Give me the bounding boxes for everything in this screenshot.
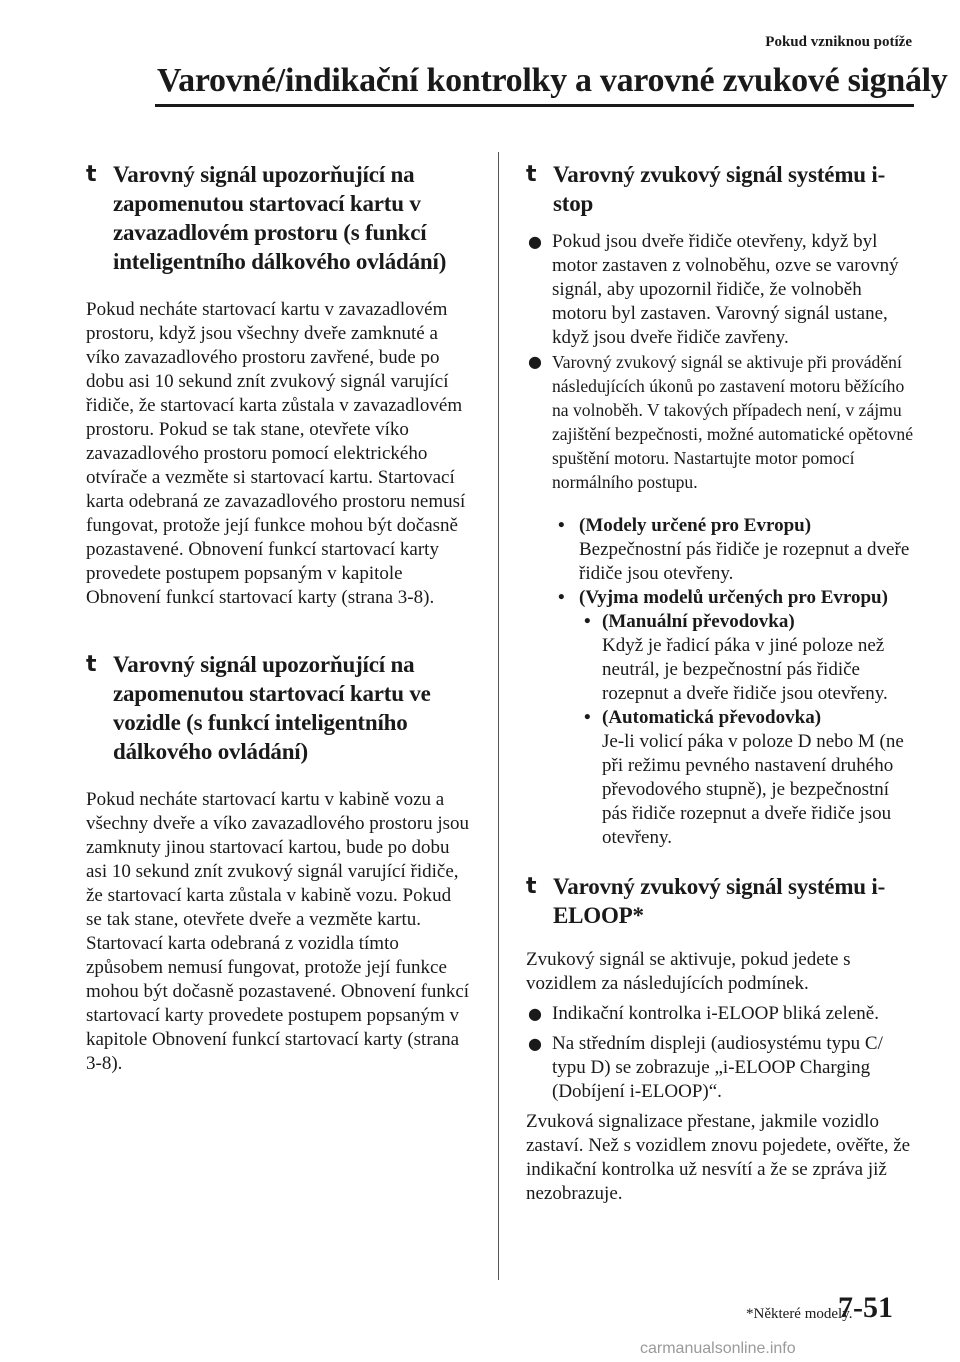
section-title-text: Varovný zvukový signál systému i-stop xyxy=(553,162,886,216)
header-section-label: Pokud vzniknou potíže xyxy=(765,34,912,50)
bullet-icon: ● xyxy=(528,1034,542,1053)
section-title-text: Varovný signál upozorňující na zapomenutou startovací kartu v zavazadlovém prostoru (s funkcí inteligentního dálkového ovládání) xyxy=(113,162,447,274)
condition-automatic xyxy=(578,706,916,850)
section-intro-ieloop: Zvukový signál se aktivuje, pokud jedete s vozidlem za následujících podmínek. xyxy=(526,949,851,994)
section-title-istop xyxy=(526,160,916,218)
list-item-text: Indikační kontrolka i-ELOOP bliká zeleně. xyxy=(552,1003,879,1024)
condition-heading: (Manuální převodovka) xyxy=(602,611,795,632)
list-item-text: Na středním displeji (audiosystému typu C/ typu D) se zobrazuje „i-ELOOP Charging (Dobíjení i-ELOOP)“. xyxy=(552,1033,883,1102)
header-divider xyxy=(155,104,914,107)
section-title-card-cabin xyxy=(86,650,471,766)
condition-europe xyxy=(552,514,916,586)
footnote: *Některé modely. xyxy=(746,1306,853,1322)
bullet-icon: ● xyxy=(528,352,542,371)
left-column xyxy=(86,160,471,1076)
page-title: Varovné/indikační kontrolky a varovné zvukové signály xyxy=(157,62,948,99)
list-item xyxy=(526,230,916,350)
sub-bullet-icon: • xyxy=(558,515,565,536)
bullet-icon: ● xyxy=(528,232,542,251)
page-number: 7-51 xyxy=(838,1291,893,1324)
condition-text: Bezpečnostní pás řidiče je rozepnut a dveře řidiče jsou otevřeny. xyxy=(579,539,910,584)
section-marker-icon: t xyxy=(86,162,97,187)
condition-text: Když je řadicí páka v jiné poloze než neutrál, je bezpečnostní pás řidiče rozepnut a dveře řidiče jsou otevřeny. xyxy=(602,635,888,704)
watermark: carmanualsonline.info xyxy=(640,1340,796,1357)
condition-heading: (Modely určené pro Evropu) xyxy=(579,515,812,536)
bullet-icon: ● xyxy=(528,1004,542,1023)
condition-non-europe xyxy=(552,586,916,610)
section-body-card-cabin: Pokud necháte startovací kartu v kabině vozu a všechny dveře a víko zavazadlového prostoru jsou zamknuty jinou startovací kartou, bude po dobu asi 10 sekund znít zvukový signál varující řidiče, že startovací karta zůstala v kabině vozu. Pokud se tak stane, otevřete dveře a vezměte kartu. Startovací karta odebraná z vozidla tímto způsobem nemusí fungovat, protože její funkce mohou být dočasně pozastavené. Obnovení funkcí startovací karty provedete postupem popsaným v kapitole Obnovení funkcí startovací karty (strana 3-8). xyxy=(86,789,470,1074)
section-title-ieloop xyxy=(526,872,916,930)
section-title-text: Varovný signál upozorňující na zapomenutou startovací kartu ve vozidle (s funkcí inteligentního dálkového ovládání) xyxy=(113,652,431,764)
column-divider xyxy=(498,152,499,1280)
list-item-text: Varovný zvukový signál se aktivuje při provádění následujících úkonů po zastavení motoru běžícího na volnoběh. V takových případech není, v zájmu zajištění bezpečnosti, možné automatické opětovné spuštění motoru. Nastartujte motor pomocí normálního postupu. xyxy=(552,352,914,492)
list-item xyxy=(526,350,916,494)
list-item-text: Pokud jsou dveře řidiče otevřeny, když byl motor zastaven z volnoběhu, ozve se varovný signál, aby upozornil řidiče, že volnoběh motoru byl zastaven. Varovný signál ustane, když jsou dveře řidiče zavřeny. xyxy=(552,231,899,348)
condition-text: Je-li volicí páka v poloze D nebo M (ne při režimu pevného nastavení druhého převodového stupně), je bezpečnostní pás řidiče rozepnut a dveře řidiče jsou otevřeny. xyxy=(602,731,904,848)
sub-bullet-icon: • xyxy=(558,587,565,608)
section-body-card-trunk: Pokud necháte startovací kartu v zavazadlovém prostoru, když jsou všechny dveře zamknuté a víko zavazadlového prostoru zavřené, bude po dobu asi 10 sekund znít zvukový signál varující řidiče, že startovací karta zůstala v zavazadlovém prostoru. Pokud se tak stane, otevřete víko zavazadlového prostoru pomocí elektrického otvírače a vezměte si startovací kartu. Startovací karta odebraná ze zavazadlového prostoru nemusí fungovat, protože její funkce mohou být dočasně pozastavené. Obnovení funkcí startovací karty provedete postupem popsaným v kapitole Obnovení funkcí startovací karty (strana 3-8). xyxy=(86,299,466,608)
sub-bullet-icon: • xyxy=(584,611,591,632)
transmission-list xyxy=(552,610,916,850)
right-column xyxy=(526,160,916,1206)
section-marker-icon: t xyxy=(526,162,537,187)
sub-bullet-icon: • xyxy=(584,707,591,728)
list-item xyxy=(526,1032,916,1104)
section-title-text: Varovný zvukový signál systému i-ELOOP* xyxy=(553,874,886,928)
condition-list xyxy=(526,514,916,850)
condition-heading: (Vyjma modelů určených pro Evropu) xyxy=(579,587,888,608)
section-title-card-trunk xyxy=(86,160,471,276)
condition-heading: (Automatická převodovka) xyxy=(602,707,822,728)
section-marker-icon: t xyxy=(86,652,97,677)
condition-manual xyxy=(578,610,916,706)
section-outro-ieloop: Zvuková signalizace přestane, jakmile vozidlo zastaví. Než s vozidlem znovu pojedete, ověřte, že indikační kontrolka už nesvítí a že se zpráva již nezobrazuje. xyxy=(526,1111,911,1204)
list-item xyxy=(526,1002,916,1026)
section-marker-icon: t xyxy=(526,874,537,899)
